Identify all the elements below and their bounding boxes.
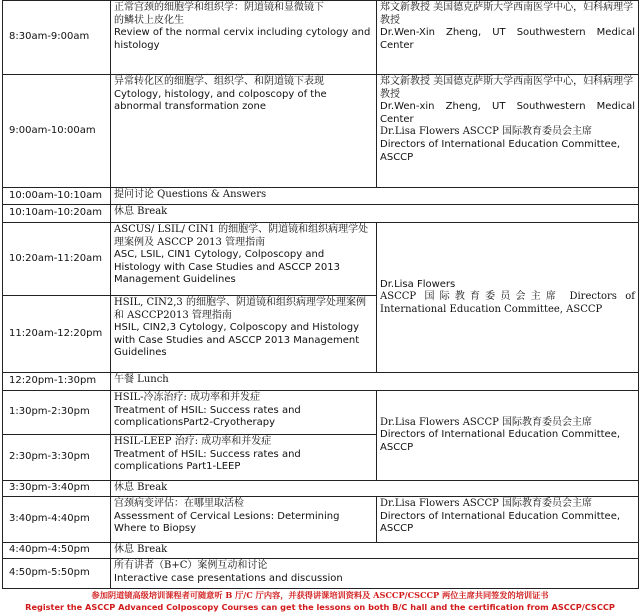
topic-english: HSIL, CIN2,3 Cytology, Colposcopy and Histology with Case Studies and ASCCP 2013 Management Guidelines bbox=[114, 322, 360, 359]
time-cell: 10:20am-11:20am bbox=[3, 223, 111, 296]
topic-cell bbox=[111, 435, 377, 481]
speaker-chinese: 郑文新教授 美国德克萨斯大学西南医学中心，妇科病理学教授 bbox=[380, 2, 634, 26]
topic-cell bbox=[111, 75, 377, 188]
table-row bbox=[3, 543, 639, 559]
topic-english: Review of the normal cervix including cytology and histology bbox=[114, 27, 371, 51]
topic-chinese: HSIL-冷冻治疗: 成功率和并发症 bbox=[114, 392, 261, 403]
table-row bbox=[3, 75, 639, 188]
topic-cell bbox=[111, 223, 377, 296]
speaker-cell bbox=[377, 75, 639, 188]
table-row bbox=[3, 188, 639, 205]
speaker-cell bbox=[377, 1, 639, 75]
topic-chinese: 异常转化区的细胞学、组织学、和阴道镜下表现 bbox=[114, 76, 324, 87]
topic-text: 休息 Break bbox=[114, 206, 168, 217]
time-cell: 4:50pm-5:50pm bbox=[3, 559, 111, 589]
time-cell: 11:20am-12:20pm bbox=[3, 296, 111, 373]
topic-cell bbox=[111, 391, 377, 435]
topic-cell bbox=[111, 481, 639, 497]
topic-english: ASC, LSIL, CIN1 Cytology, Colposcopy and Histology with Case Studies and ASCCP 2013 Management Guidelines bbox=[114, 249, 341, 286]
table-row bbox=[3, 223, 639, 296]
table-row bbox=[3, 497, 639, 543]
topic-chinese: 的鳞状上皮化生 bbox=[114, 14, 184, 26]
time-cell: 3:40pm-4:40pm bbox=[3, 497, 111, 543]
schedule-table bbox=[2, 0, 639, 589]
table-row bbox=[3, 481, 639, 497]
topic-chinese: 正常宫颈的细胞学和组织学：阴道镜和显微镜下 bbox=[114, 2, 324, 13]
topic-chinese: HSIL, CIN2,3 的细胞学、阴道镜和组织病理学处理案例和 ASCCP2013 管理指南 bbox=[114, 297, 366, 321]
time-cell: 10:10am-10:20am bbox=[3, 205, 111, 223]
topic-cell bbox=[111, 543, 639, 559]
topic-chinese: 宫颈病变评估：在哪里取活检 bbox=[114, 498, 244, 509]
speaker-english: Dr.Wen-Xin Zheng, UT Southwestern Medical Center bbox=[380, 27, 635, 51]
time-cell: 9:00am-10:00am bbox=[3, 75, 111, 188]
table-row bbox=[3, 1, 639, 75]
topic-text: 休息 Break bbox=[114, 544, 168, 555]
speaker-english: Directors of International Education Committee, ASCCP bbox=[380, 138, 621, 163]
speaker-cell bbox=[377, 497, 639, 543]
footer-notice-chinese: 参加阴道镜高级培训课程者可随意听 B 厅/C 厅内容，并获得讲课培训资料及 ASCCP/CSCCP 两位主席共同签发的培训证书 bbox=[91, 590, 549, 600]
footer-notice-english: Register the ASCCP Advanced Colposcopy Courses can get the lessons on both B/C hall and the certification from ASCCP/CSCCP bbox=[25, 602, 615, 612]
table-row bbox=[3, 205, 639, 223]
speaker-name: Dr.Lisa Flowers ASCCP 国际教育委员会主席 bbox=[380, 416, 592, 428]
speaker-chinese: 郑文新教授 美国德克萨斯大学西南医学中心，妇科病理学教授 bbox=[380, 76, 634, 100]
speaker-english: Directors of International Education Committee, ASCCP bbox=[380, 510, 621, 535]
time-cell: 2:30pm-3:30pm bbox=[3, 435, 111, 481]
time-cell: 3:30pm-3:40pm bbox=[3, 481, 111, 497]
topic-text: 提问讨论 Questions & Answers bbox=[114, 189, 267, 200]
table-row bbox=[3, 559, 639, 589]
topic-english: Interactive case presentations and discussion bbox=[114, 572, 343, 584]
topic-english: Treatment of HSIL: Success rates and complications Part1-LEEP bbox=[114, 448, 301, 473]
topic-chinese: 所有讲者（B+C）案例互动和讨论 bbox=[114, 560, 268, 571]
topic-cell bbox=[111, 188, 639, 205]
time-cell: 1:30pm-2:30pm bbox=[3, 391, 111, 435]
time-cell: 12:20pm-1:30pm bbox=[3, 373, 111, 391]
table-row bbox=[3, 373, 639, 391]
topic-english: Cytology, histology, and colposcopy of the abnormal transformation zone bbox=[114, 88, 327, 113]
topic-cell bbox=[111, 296, 377, 373]
speaker-cell-merged bbox=[377, 391, 639, 481]
speaker-title: Directors of International Education Committee, ASCCP bbox=[380, 429, 621, 453]
topic-text: 午餐 Lunch bbox=[114, 374, 169, 385]
topic-chinese: HSIL-LEEP 治疗: 成功率和并发症 bbox=[114, 436, 272, 447]
topic-text: 休息 Break bbox=[114, 482, 168, 493]
topic-cell bbox=[111, 373, 639, 391]
topic-cell bbox=[111, 559, 639, 589]
speaker-chinese: Dr.Lisa Flowers ASCCP 国际教育委员会主席 bbox=[380, 126, 592, 138]
topic-cell bbox=[111, 1, 377, 75]
speaker-name: Dr.Lisa Flowers bbox=[380, 278, 456, 290]
speaker-chinese: Dr.Lisa Flowers ASCCP 国际教育委员会主席 bbox=[380, 498, 592, 509]
table-row bbox=[3, 391, 639, 435]
speaker-cell-merged bbox=[377, 223, 639, 373]
topic-chinese: ASCUS/ LSIL/ CIN1 的细胞学、阴道镜和组织病理学处理案例及 ASCCP 2013 管理指南 bbox=[114, 224, 369, 248]
topic-english: Assessment of Cervical Lesions: Determining Where to Biopsy bbox=[114, 510, 340, 535]
speaker-title: ASCCP 国际教育委员会主席 Directors of International Education Committee, ASCCP bbox=[380, 291, 635, 315]
time-cell: 4:40pm-4:50pm bbox=[3, 543, 111, 559]
topic-cell bbox=[111, 497, 377, 543]
time-cell: 10:00am-10:10am bbox=[3, 188, 111, 205]
speaker-english: Dr.Wen-xin Zheng, UT Southwestern Medical Center bbox=[380, 101, 635, 125]
topic-cell bbox=[111, 205, 639, 223]
time-cell: 8:30am-9:00am bbox=[3, 1, 111, 75]
topic-english: Treatment of HSIL: Success rates and complicationsPart2-Cryotherapy bbox=[114, 404, 301, 429]
